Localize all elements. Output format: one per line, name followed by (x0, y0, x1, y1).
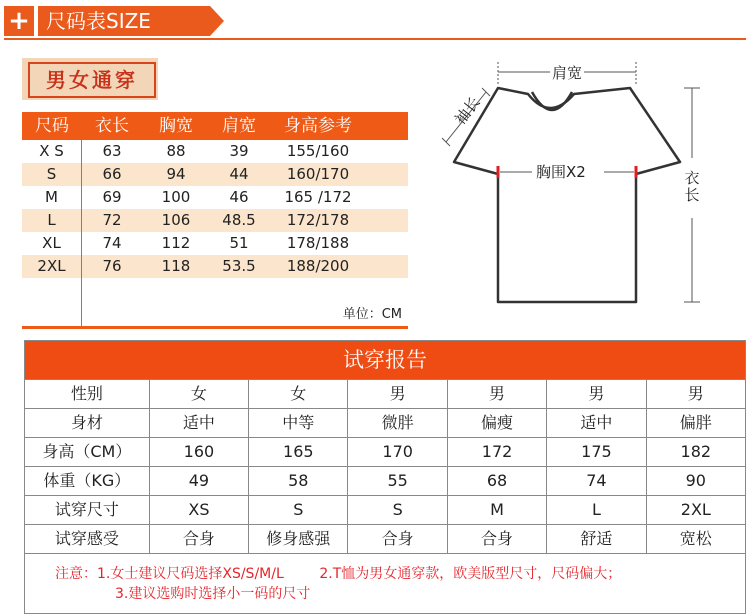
cell: 合身 (149, 525, 248, 553)
cell: 男 (347, 380, 446, 408)
cell: 合身 (447, 525, 546, 553)
cell-shoulder: 46 (229, 188, 249, 206)
table-row (22, 232, 408, 255)
cell-chest: 112 (161, 234, 191, 252)
title-arrow (210, 6, 224, 36)
cell: 170 (347, 438, 446, 466)
cell-length: 72 (102, 211, 122, 229)
cell-shoulder: 48.5 (222, 211, 256, 229)
header-divider (4, 38, 746, 40)
chest-label: 胸围X2 (536, 163, 586, 181)
cell: 68 (447, 467, 546, 495)
cell: 女 (149, 380, 248, 408)
cell: 男 (447, 380, 546, 408)
cell: 适中 (546, 409, 645, 437)
cell-height: 178/188 (286, 234, 350, 252)
cell-size: X S (22, 140, 82, 163)
sleeve-label: 袖长 (451, 93, 484, 129)
cell-size: S (22, 163, 82, 186)
table-spacer (22, 278, 408, 304)
cell: 55 (347, 467, 446, 495)
cell: 90 (646, 467, 745, 495)
cell-chest: 94 (166, 165, 186, 183)
cell: 修身感强 (248, 525, 347, 553)
cell: S (248, 496, 347, 524)
cell: 女 (248, 380, 347, 408)
table-row (25, 408, 745, 437)
cell-shoulder: 39 (229, 142, 249, 160)
row-label: 身材 (70, 413, 103, 432)
cell: 男 (546, 380, 645, 408)
row-label: 身高（CM） (42, 442, 132, 461)
row-label: 试穿感受 (54, 529, 119, 548)
size-table-header (22, 112, 408, 140)
cell-length: 66 (102, 165, 122, 183)
cell-shoulder: 53.5 (222, 257, 256, 275)
cell: 合身 (347, 525, 446, 553)
header-chest: 胸宽 (159, 116, 193, 136)
cell-chest: 100 (161, 188, 191, 206)
cell-shoulder: 44 (229, 165, 249, 183)
cell-shoulder: 51 (229, 234, 249, 252)
length-label: 衣长 (684, 169, 700, 204)
notes (25, 553, 745, 613)
row-label: 试穿尺寸 (54, 500, 119, 519)
cell: 中等 (248, 409, 347, 437)
cell: 适中 (149, 409, 248, 437)
cell: L (546, 496, 645, 524)
table-row (22, 140, 408, 163)
cell: 偏瘦 (447, 409, 546, 437)
cell: 74 (546, 467, 645, 495)
report-title: 试穿报告 (25, 341, 745, 379)
unit-row (22, 304, 408, 326)
table-row (25, 437, 745, 466)
table-row (25, 524, 745, 553)
cell-chest: 118 (161, 257, 191, 275)
unit-label: 单位：CM (342, 307, 402, 322)
table-row (22, 209, 408, 232)
cell-height: 188/200 (286, 257, 350, 275)
header-size: 尺码 (35, 116, 69, 136)
cell-height: 172/178 (286, 211, 350, 229)
tshirt-diagram (440, 58, 740, 318)
cell: 偏胖 (646, 409, 745, 437)
header-length: 衣长 (95, 116, 129, 136)
note-line-1: 注意：1.女士建议尺码选择XS/S/M/L 2.T恤为男女通穿款，欧美版型尺寸，尺码偏大； (55, 566, 622, 582)
trial-report-table (24, 340, 746, 614)
cell: 165 (248, 438, 347, 466)
table-row (25, 466, 745, 495)
cell-height: 155/160 (286, 142, 350, 160)
cell: 宽松 (646, 525, 745, 553)
cell: M (447, 496, 546, 524)
unisex-stamp: 男女通穿 (28, 62, 156, 98)
cell-size: M (22, 186, 82, 209)
cell: 49 (149, 467, 248, 495)
cell: 舒适 (546, 525, 645, 553)
cell-length: 63 (102, 142, 122, 160)
cell-size: XL (22, 232, 82, 255)
table-row (22, 186, 408, 209)
table-row (22, 255, 408, 278)
cell: 175 (546, 438, 645, 466)
cell: 微胖 (347, 409, 446, 437)
header-shoulder: 肩宽 (222, 116, 256, 136)
cell-height: 165 /172 (284, 188, 352, 206)
table-bottom-border (22, 326, 408, 329)
cell: 58 (248, 467, 347, 495)
note-line-2: 3.建议选购时选择小一码的尺寸 (115, 586, 311, 602)
cell: 172 (447, 438, 546, 466)
table-row (25, 495, 745, 524)
cell-length: 69 (102, 188, 122, 206)
cell: 160 (149, 438, 248, 466)
cell: XS (149, 496, 248, 524)
shoulder-label: 肩宽 (552, 64, 583, 82)
page-title: 尺码表SIZE (38, 6, 210, 36)
cell-chest: 106 (161, 211, 191, 229)
cell-size: L (22, 209, 82, 232)
table-row (25, 379, 745, 408)
size-table (22, 112, 408, 329)
cell-size: 2XL (22, 255, 82, 278)
row-label: 体重（KG） (43, 471, 131, 490)
row-label: 性别 (70, 384, 103, 403)
cell: 182 (646, 438, 745, 466)
cell-chest: 88 (166, 142, 186, 160)
table-row (22, 163, 408, 186)
cell-length: 74 (102, 234, 122, 252)
cell: 2XL (646, 496, 745, 524)
plus-icon: + (4, 6, 34, 36)
cell: S (347, 496, 446, 524)
cell-length: 76 (102, 257, 122, 275)
header-height: 身高参考 (284, 116, 352, 136)
cell-height: 160/170 (286, 165, 350, 183)
cell: 男 (646, 380, 745, 408)
